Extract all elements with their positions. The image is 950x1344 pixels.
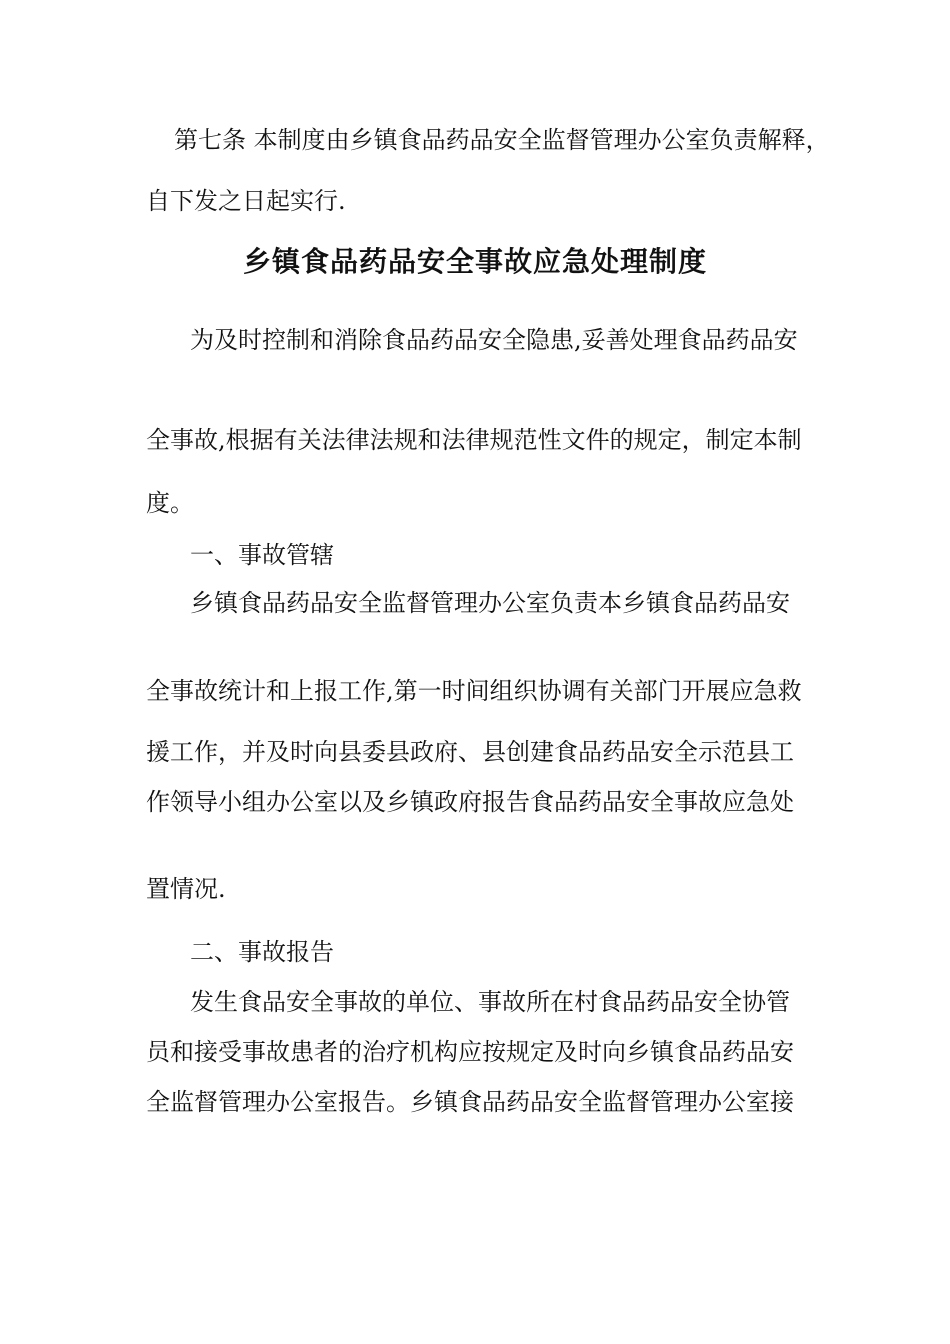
section-2-line-1: 发生食品安全事故的单位、事故所在村食品药品安全协管	[190, 988, 790, 1016]
article-seven-line-1: 第七条 本制度由乡镇食品药品安全监督管理办公室负责解释，	[174, 126, 830, 154]
section-heading-2: 二、事故报告	[190, 938, 334, 966]
intro-line-2: 全事故,根据有关法律法规和法律规范性文件的规定，制定本制	[146, 426, 802, 454]
section-heading-1: 一、事故管辖	[190, 541, 334, 569]
section-1-line-1: 乡镇食品药品安全监督管理办公室负责本乡镇食品药品安	[190, 589, 790, 617]
article-seven-line-2: 自下发之日起实行.	[146, 187, 346, 215]
intro-line-3: 度。	[146, 489, 194, 517]
section-1-line-4: 作领导小组办公室以及乡镇政府报告食品药品安全事故应急处	[146, 788, 794, 816]
document-title: 乡镇食品药品安全事故应急处理制度	[242, 245, 707, 278]
section-1-line-2: 全事故统计和上报工作,第一时间组织协调有关部门开展应急救	[146, 677, 802, 705]
section-2-line-2: 员和接受事故患者的治疗机构应按规定及时向乡镇食品药品安	[146, 1038, 794, 1066]
intro-line-1: 为及时控制和消除食品药品安全隐患,妥善处理食品药品安	[190, 326, 798, 354]
section-1-line-5: 置情况.	[146, 875, 226, 903]
section-2-line-3: 全监督管理办公室报告。乡镇食品药品安全监督管理办公室接	[146, 1088, 794, 1116]
section-1-line-3: 援工作，并及时向县委县政府、县创建食品药品安全示范县工	[146, 738, 794, 766]
